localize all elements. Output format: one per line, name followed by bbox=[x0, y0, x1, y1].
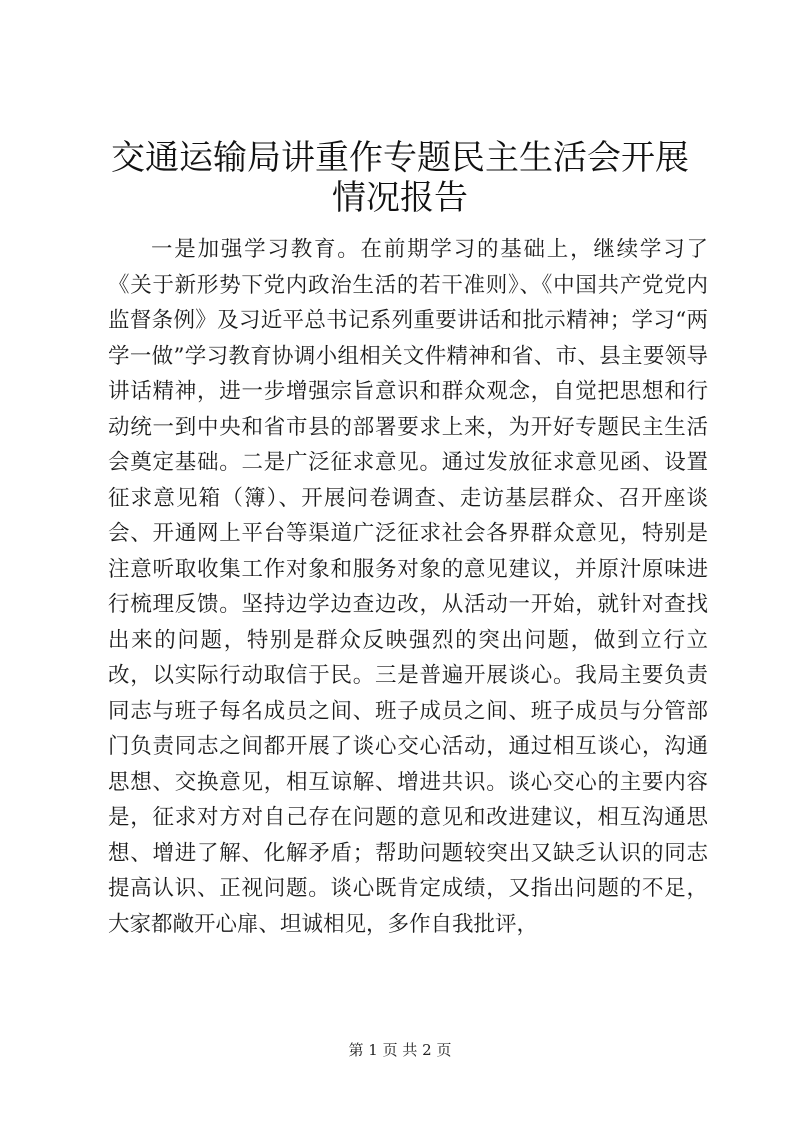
body-paragraph: 一是加强学习教育。在前期学习的基础上，继续学习了《关于新形势下党内政治生活的若干准则》、《中国共产党党内监督条例》及习近平总书记系列重要讲话和批示精神；学习“两学一做”学习教育协调小组相关文件精神和省、市、县主要领导讲话精神，进一步增强宗旨意识和群众观念，自觉把思想和行动统一到中央和省市县的部署要求上来，为开好专题民主生活会奠定基础。二是广泛征求意见。通过发放征求意见函、设置征求意见箱（簿）、开展问卷调查、走访基层群众、召开座谈会、开通网上平台等渠道广泛征求社会各界群众意见，特别是注意听取收集工作对象和服务对象的意见建议，并原汁原味进行梳理反馈。坚持边学边查边改，从活动一开始，就针对查找出来的问题，特别是群众反映强烈的突出问题，做到立行立改，以实际行动取信于民。三是普遍开展谈心。我局主要负责同志与班子每名成员之间、班子成员之间、班子成员与分管部门负责同志之间都开展了谈心交心活动，通过相互谈心，沟通思想、交换意见，相互谅解、增进共识。谈心交心的主要内容是，征求对方对自己存在问题的意见和改进建议，相互沟通思想、增进了解、化解矛盾；帮助问题较突出又缺乏认识的同志提高认识、正视问题。谈心既肯定成绩，又指出问题的不足，大家都敞开心扉、坦诚相见，多作自我批评， bbox=[108, 237, 708, 937]
page-footer: 第 1 页 共 2 页 bbox=[348, 1041, 452, 1059]
document-title: 交通运输局讲重作专题民主生活会开展情况报告 bbox=[111, 138, 689, 218]
